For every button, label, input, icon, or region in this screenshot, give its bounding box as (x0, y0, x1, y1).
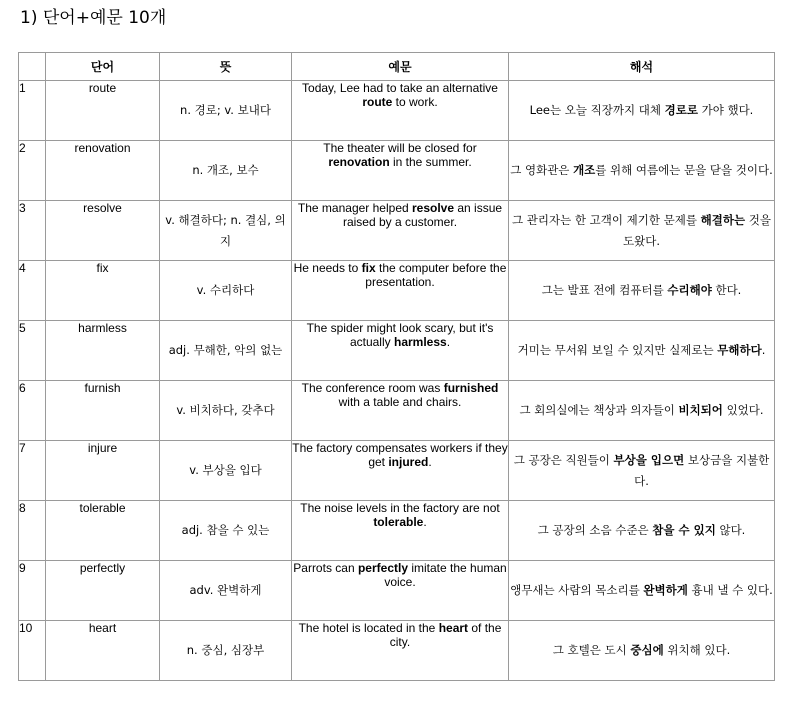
example-cell (292, 261, 509, 321)
meaning-cell: adj. 무해한, 악의 없는 (160, 321, 292, 381)
example-cell-text: Today, Lee had to take an alternative (302, 81, 498, 95)
translation-cell-text: 위치해 있다. (663, 643, 731, 657)
table-row (19, 141, 775, 201)
example-cell-highlight: tolerable (373, 515, 424, 529)
translation-cell (509, 321, 775, 381)
translation-cell (509, 141, 775, 201)
word-cell: furnish (46, 381, 160, 441)
translation-cell-text: 앵무새는 사람의 목소리를 (510, 583, 644, 597)
word-cell: renovation (46, 141, 160, 201)
row-number: 1 (19, 81, 46, 141)
word-cell: route (46, 81, 160, 141)
example-cell-text: He needs to (293, 261, 362, 275)
example-cell-highlight: harmless (393, 335, 447, 349)
table-row (19, 81, 775, 141)
example-cell (292, 321, 509, 381)
example-cell-text: The manager helped (297, 201, 412, 215)
translation-cell-highlight: 무해하다 (717, 343, 762, 357)
example-cell-text: The spider might look scary, but it's actually (306, 321, 494, 349)
example-cell-text: The conference room was (301, 381, 444, 395)
example-cell-highlight: renovation (328, 155, 390, 169)
example-cell-text: . (428, 455, 432, 469)
meaning-cell: adv. 완벽하게 (160, 561, 292, 621)
example-cell (292, 501, 509, 561)
row-number: 6 (19, 381, 46, 441)
column-header-meaning: 뜻 (160, 53, 292, 81)
translation-cell-text: 그 공장의 소음 수준은 (537, 523, 653, 537)
translation-cell-text: 거미는 무서워 보일 수 있지만 실제로는 (517, 343, 718, 357)
table-row (19, 201, 775, 261)
translation-cell-text: 를 위해 여름에는 문을 닫을 것이다. (595, 163, 773, 177)
meaning-cell: n. 개조, 보수 (160, 141, 292, 201)
meaning-cell: adj. 참을 수 있는 (160, 501, 292, 561)
example-cell (292, 201, 509, 261)
translation-cell (509, 621, 775, 681)
example-cell (292, 381, 509, 441)
translation-cell-text: 그 호텔은 도시 (552, 643, 631, 657)
column-header-translation: 해석 (509, 53, 775, 81)
example-cell-text: imitate the human voice. (384, 561, 507, 589)
example-cell-text: . (423, 515, 427, 529)
translation-cell (509, 261, 775, 321)
example-cell-highlight: furnished (443, 381, 499, 395)
translation-cell-text: 그는 발표 전에 컴퓨터를 (541, 283, 668, 297)
table-body (19, 81, 775, 681)
word-cell: fix (46, 261, 160, 321)
translation-cell-text: 있었다. (722, 403, 764, 417)
meaning-cell: v. 해결하다; n. 결심, 의지 (160, 201, 292, 261)
translation-cell-highlight: 참을 수 있지 (652, 523, 716, 537)
word-cell: harmless (46, 321, 160, 381)
meaning-cell: v. 비치하다, 갖추다 (160, 381, 292, 441)
word-cell: resolve (46, 201, 160, 261)
meaning-cell: v. 부상을 입다 (160, 441, 292, 501)
row-number: 3 (19, 201, 46, 261)
example-cell-text: to work. (392, 95, 438, 109)
translation-cell-highlight: 경로로 (664, 103, 698, 117)
example-cell-text: The theater will be closed for (323, 141, 477, 155)
word-cell: tolerable (46, 501, 160, 561)
translation-cell (509, 561, 775, 621)
example-cell (292, 81, 509, 141)
example-cell (292, 621, 509, 681)
example-cell (292, 441, 509, 501)
translation-cell-text: . (761, 343, 766, 357)
translation-cell-text: 한다. (711, 283, 742, 297)
translation-cell-text: 않다. (715, 523, 746, 537)
translation-cell-text: Lee는 오늘 직장까지 대체 (529, 103, 665, 117)
row-number: 5 (19, 321, 46, 381)
translation-cell (509, 501, 775, 561)
translation-cell-highlight: 중심에 (630, 643, 664, 657)
row-number: 4 (19, 261, 46, 321)
row-number: 9 (19, 561, 46, 621)
translation-cell-text: 그 공장은 직원들이 (513, 452, 614, 467)
translation-cell-text: 그 회의실에는 책상과 의자들이 (519, 403, 679, 417)
example-cell (292, 561, 509, 621)
example-cell-highlight: heart (438, 621, 469, 635)
translation-cell-highlight: 개조 (573, 163, 596, 177)
table-row (19, 501, 775, 561)
column-header-word: 단어 (46, 53, 160, 81)
example-cell-text: in the summer. (389, 155, 472, 169)
translation-cell-highlight: 부상을 입으면 (613, 452, 685, 467)
row-number: 8 (19, 501, 46, 561)
word-cell: injure (46, 441, 160, 501)
translation-cell-text: 그 영화관은 (510, 163, 574, 177)
example-cell-text: . (446, 335, 451, 349)
row-number: 7 (19, 441, 46, 501)
example-cell-text: The factory compensates workers if they get (292, 441, 508, 469)
translation-cell-highlight: 비치되어 (678, 403, 723, 417)
word-cell: heart (46, 621, 160, 681)
example-cell-highlight: route (362, 95, 393, 109)
translation-cell-text: 것을 도왔다. (623, 212, 771, 248)
example-cell-text: an issue raised by a customer. (342, 201, 503, 229)
translation-cell-text: 그 관리자는 한 고객이 제기한 문제를 (512, 212, 701, 227)
example-cell-text: the computer before the presentation. (365, 261, 507, 289)
translation-cell-highlight: 해결하는 (700, 212, 746, 227)
table-row (19, 441, 775, 501)
example-cell (292, 141, 509, 201)
example-cell-text: with a table and chairs. (338, 395, 462, 409)
translation-cell (509, 201, 775, 261)
meaning-cell: v. 수리하다 (160, 261, 292, 321)
table-row (19, 321, 775, 381)
example-cell-text: The noise levels in the factory are not (300, 501, 500, 515)
meaning-cell: n. 중심, 심장부 (160, 621, 292, 681)
translation-cell-text: 가야 했다. (697, 103, 754, 117)
row-number: 2 (19, 141, 46, 201)
example-cell-text: Parrots can (293, 561, 358, 575)
example-cell-highlight: resolve (412, 201, 455, 215)
vocabulary-table (18, 52, 775, 681)
column-header-number (19, 53, 46, 81)
table-header-row (19, 53, 775, 81)
table-row (19, 261, 775, 321)
translation-cell-text: 흉내 낼 수 있다. (687, 583, 773, 597)
translation-cell-highlight: 수리해야 (667, 283, 712, 297)
example-cell-text: The hotel is located in the (298, 621, 439, 635)
table-row (19, 381, 775, 441)
translation-cell (509, 441, 775, 501)
row-number: 10 (19, 621, 46, 681)
example-cell-highlight: injured (388, 455, 429, 469)
example-cell-highlight: fix (361, 261, 376, 275)
page-title: 1) 단어+예문 10개 (20, 8, 167, 28)
translation-cell (509, 81, 775, 141)
column-header-example: 예문 (292, 53, 509, 81)
table-row (19, 621, 775, 681)
translation-cell-highlight: 완벽하게 (643, 583, 688, 597)
translation-cell-text: 보상금을 지불한다. (634, 452, 770, 488)
meaning-cell: n. 경로; v. 보내다 (160, 81, 292, 141)
word-cell: perfectly (46, 561, 160, 621)
translation-cell (509, 381, 775, 441)
example-cell-highlight: perfectly (357, 561, 408, 575)
table-row (19, 561, 775, 621)
example-cell-text: of the city. (389, 621, 502, 649)
